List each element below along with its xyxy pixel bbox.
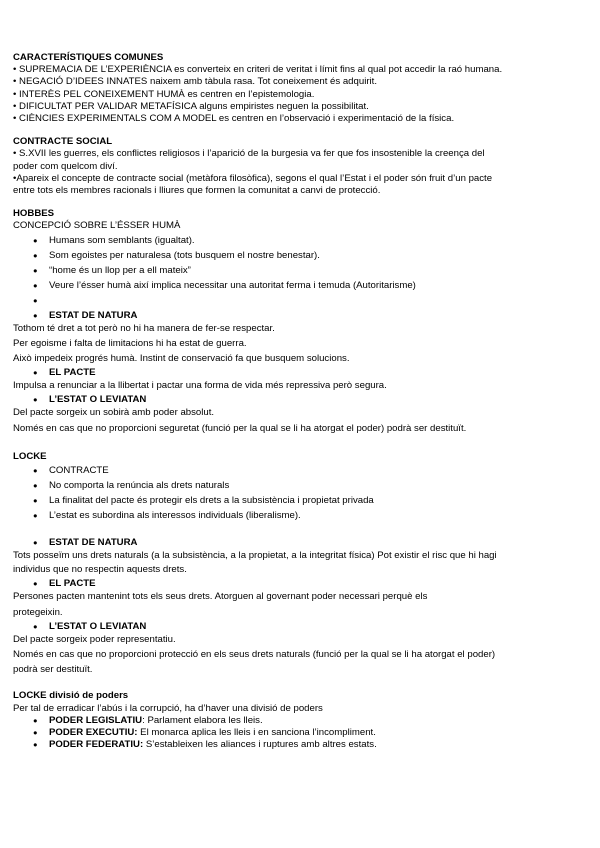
bullet-list xyxy=(13,576,588,591)
bullet-list xyxy=(13,535,588,550)
bullet-list xyxy=(13,715,588,752)
section-common-features xyxy=(13,52,588,125)
power-label: PODER LEGISLATIU xyxy=(49,714,143,726)
text-line: Això impedeix progrés humà. Instint de conservació fa que busquem solucions. xyxy=(13,353,350,365)
list-item: ● No comporta la renúncia als drets naturals xyxy=(13,478,588,493)
text-line: Per egoisme i falta de limitacions hi ha estat de guerra. xyxy=(13,337,247,349)
spacer xyxy=(13,197,588,208)
text-line: protegeixin. xyxy=(13,606,63,618)
spacer xyxy=(13,523,588,535)
subsection-title: ● EL PACTE xyxy=(13,576,588,591)
text-line: • S.XVII les guerres, els conflictes religiosos i l’aparició de la burgesia va fer que fos insostenible la creença del xyxy=(13,148,485,160)
section-title: LOCKE xyxy=(13,450,47,462)
text-line: entre tots els membres racionals i lliures que formen la comunitat a canvi de protecció. xyxy=(13,185,381,197)
section-hobbes xyxy=(13,208,588,435)
power-text: El monarca aplica les lleis i en sanciona l’incompliment. xyxy=(137,727,376,739)
section-title: CONTRACTE SOCIAL xyxy=(13,136,113,148)
text-line: Del pacte sorgeix poder representatiu. xyxy=(13,633,176,645)
list-item xyxy=(13,727,588,739)
text-line: • CIÈNCIES EXPERIMENTALS COM A MODEL es centren en l’observació i experimentació de la física. xyxy=(13,113,455,125)
subsection-title: ● EL PACTE xyxy=(13,365,588,380)
text-line: Impulsa a renunciar a la llibertat i pactar una forma de vida més repressiva però segura. xyxy=(13,380,387,392)
section-title: CARACTERÍSTIQUES COMUNES xyxy=(13,52,164,63)
text-line: • NEGACIÓ D’IDEES INNATES naixem amb tàbula rasa. Tot coneixement és adquirit. xyxy=(13,76,377,88)
bullet-list xyxy=(13,392,588,407)
spacer xyxy=(13,435,588,451)
bullet-list xyxy=(13,463,588,523)
section-locke xyxy=(13,451,588,677)
text-line: Tots posseïm uns drets naturals (a la subsistència, a la propietat, a la integritat física) Pot existir el risc que hi hagi xyxy=(13,550,497,562)
list-item: ● “home és un llop per a ell mateix” xyxy=(13,263,588,278)
list-item: ● Humans som semblants (igualtat). xyxy=(13,233,588,248)
list-item xyxy=(13,293,588,308)
list-item: ● Som egoistes per naturalesa (tots busquem el nostre benestar). xyxy=(13,248,588,263)
text-line: Només en cas que no proporcioni seguretat (funció per la qual se li ha atorgat el poder) podrà ser destituït. xyxy=(13,422,467,434)
text-line: • SUPREMACIA DE L’EXPERIÈNCIA es converteix en criteri de veritat i límit fins al qual pot accedir la raó humana. xyxy=(13,64,503,76)
text-line: individus que no respectin aquests drets. xyxy=(13,564,187,576)
list-item: ● CONTRACTE xyxy=(13,463,588,478)
power-text: : Parlament elabora les lleis. xyxy=(142,714,263,726)
list-item xyxy=(13,715,588,727)
text-line: • INTERÈS PEL CONEIXEMENT HUMÀ es centren en l’epistemologia. xyxy=(13,88,315,100)
list-item xyxy=(13,739,588,751)
bullet-list xyxy=(13,365,588,380)
list-item: ● L’estat es subordina als interessos individuals (liberalisme). xyxy=(13,508,588,523)
section-title: LOCKE divisió de poders xyxy=(13,690,129,702)
subsection-title: ● ESTAT DE NATURA xyxy=(13,308,588,323)
text-line: • DIFICULTAT PER VALIDAR METAFÍSICA alguns empiristes neguen la possibilitat. xyxy=(13,100,369,112)
text-line: •Apareix el concepte de contracte social (metàfora filosòfica), segons el qual l’Estat i el poder són fruit d’un pacte xyxy=(13,172,493,184)
bullet-list xyxy=(13,619,588,634)
subsection-title: ● ESTAT DE NATURA xyxy=(13,535,588,550)
section-social-contract xyxy=(13,136,588,197)
power-label: PODER EXECUTIU: xyxy=(49,727,138,739)
text-line: poder com quelcom diví. xyxy=(13,160,118,172)
section-title: HOBBES xyxy=(13,208,55,220)
power-text: S’estableixen les aliances i ruptures amb altres estats. xyxy=(143,739,377,751)
text-line: Del pacte sorgeix un sobirà amb poder absolut. xyxy=(13,407,215,419)
section-separation-of-powers xyxy=(13,690,588,751)
subsection-title: ● L’ESTAT O LEVIATAN xyxy=(13,392,588,407)
spacer xyxy=(13,125,588,136)
text-line: Només en cas que no proporcioni protecció en els seus drets naturals (funció per la qual se li ha atorgat el poder) xyxy=(13,649,496,661)
list-item: ● La finalitat del pacte és protegir els drets a la subsistència i propietat privada xyxy=(13,493,588,508)
subtitle: CONCEPCIÓ SOBRE L’ÉSSER HUMÀ xyxy=(13,220,181,232)
bullet-list xyxy=(13,233,588,323)
power-label: PODER FEDERATIU: xyxy=(49,739,144,751)
text-line: Tothom té dret a tot però no hi ha manera de fer-se respectar. xyxy=(13,322,275,334)
text-line: Persones pacten mantenint tots els seus drets. Atorguen al governant poder necessari perquè els xyxy=(13,591,428,603)
subsection-title: ● L’ESTAT O LEVIATAN xyxy=(13,619,588,634)
document-page xyxy=(13,52,588,751)
spacer xyxy=(13,676,588,690)
text-line: podrà ser destituït. xyxy=(13,664,93,676)
text-line: Per tal de erradicar l’abús i la corrupció, ha d’haver una divisió de poders xyxy=(13,702,323,714)
list-item: ● Veure l’ésser humà així implica necessitar una autoritat ferma i temuda (Autoritarisme) xyxy=(13,278,588,293)
